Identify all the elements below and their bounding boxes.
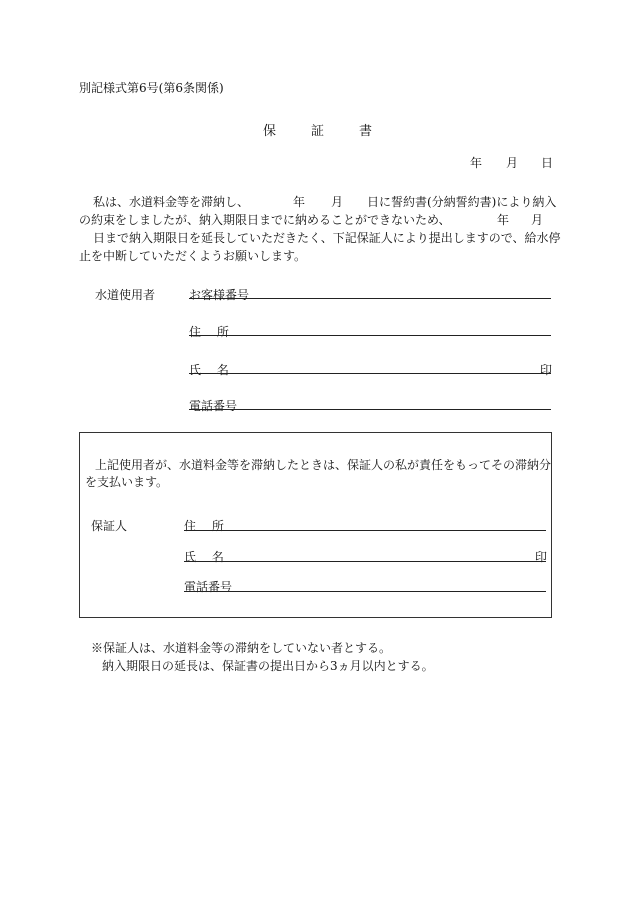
- user-customer-number-label: お客様番号: [189, 288, 250, 302]
- body-line2-month: 月: [531, 213, 544, 227]
- user-heading: 水道使用者: [95, 288, 156, 302]
- user-name-line[interactable]: [189, 373, 551, 374]
- guarantor-phone-label: 電話番号: [184, 580, 233, 594]
- body-line2-a: の約束をしましたが、納入期限日までに納めることができないため、: [79, 213, 451, 227]
- body-line3: 日まで納入期限日を延長していただきたく、下記保証人により提出しますので、給水停: [93, 231, 561, 245]
- guarantor-name-label: 氏 名: [184, 550, 224, 564]
- body-line1-b: 日に誓約書(分納誓約書)により納入: [367, 195, 557, 209]
- guarantor-seal: 印: [535, 550, 548, 564]
- user-name-label: 氏 名: [189, 363, 229, 377]
- body-line2-year: 年: [497, 213, 510, 227]
- guarantor-text-line1: 上記使用者が、水道料金等を滞納したときは、保証人の私が責任をもってその滞納分: [95, 458, 552, 472]
- user-phone-line[interactable]: [189, 409, 551, 410]
- title-char: 書: [359, 124, 373, 139]
- document-title: [263, 120, 372, 139]
- user-seal: 印: [540, 363, 553, 377]
- guarantor-address-label: 住 所: [184, 519, 224, 533]
- title-char: 証: [311, 124, 325, 139]
- user-address-label: 住 所: [189, 325, 229, 339]
- user-phone-label: 電話番号: [189, 399, 238, 413]
- note-2: 納入期限日の延長は、保証書の提出日から3ヵ月以内とする。: [102, 659, 434, 673]
- form-number: 別記様式第6号(第6条関係): [79, 81, 224, 95]
- user-customer-number-line[interactable]: [189, 298, 551, 299]
- guarantor-phone-line[interactable]: [184, 591, 546, 592]
- guarantor-name-line[interactable]: [184, 561, 546, 562]
- user-address-line[interactable]: [189, 335, 551, 336]
- body-line1-month: 月: [331, 195, 344, 209]
- guarantor-address-line[interactable]: [184, 530, 546, 531]
- note-1: ※保証人は、水道料金等の滞納をしていない者とする。: [91, 641, 392, 655]
- guarantor-heading: 保証人: [91, 519, 128, 533]
- body-line1-year: 年: [293, 195, 306, 209]
- body-line1-a: 私は、水道料金等を滞納し、: [93, 195, 250, 209]
- title-char: 保: [263, 124, 277, 139]
- body-line4: 止を中断していただくようお願いします。: [79, 249, 307, 263]
- date-year: 年: [470, 156, 483, 170]
- date-month: 月: [506, 156, 519, 170]
- date-day: 日: [541, 156, 554, 170]
- guarantor-text-line2: を支払います。: [85, 475, 169, 489]
